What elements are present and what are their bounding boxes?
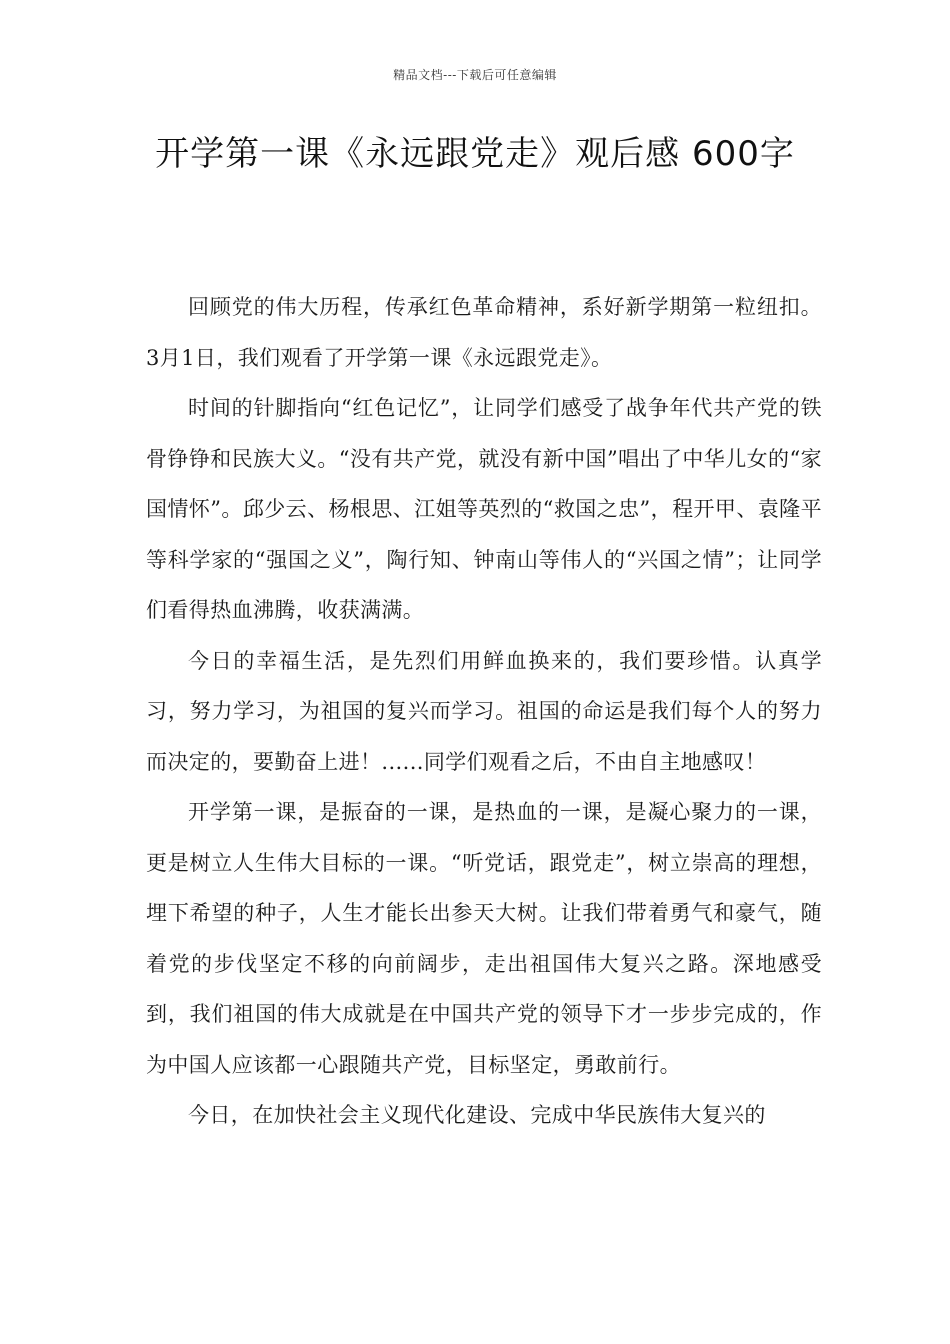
paragraph-1: 回顾党的伟大历程，传承红色革命精神，系好新学期第一粒纽扣。3月1日，我们观看了开学第一课《永远跟党走》。 bbox=[146, 295, 822, 370]
paragraph-5: 今日，在加快社会主义现代化建设、完成中华民族伟大复兴的 bbox=[188, 1103, 766, 1127]
header-note: 精品文档---下载后可任意编辑 bbox=[393, 68, 557, 82]
paragraph-2: 时间的针脚指向“红色记忆”，让同学们感受了战争年代共产党的铁骨铮铮和民族大义。“没有共产党，就没有新中国”唱出了中华儿女的“家国情怀”。邱少云、杨根思、江姐等英烈的“救国之忠”，程开甲、袁隆平等科学家的“强国之义”，陶行知、钟南山等伟人的“兴国之情”；让同学们看得热血沸腾，收获满满。 bbox=[146, 396, 822, 622]
paragraph-3: 今日的幸福生活，是先烈们用鲜血换来的，我们要珍惜。认真学习，努力学习，为祖国的复兴而学习。祖国的命运是我们每个人的努力而决定的，要勤奋上进！......同学们观看之后，不由自主地感叹！ bbox=[146, 648, 822, 774]
paragraph-4: 开学第一课，是振奋的一课，是热血的一课，是凝心聚力的一课，更是树立人生伟大目标的一课。“听党话，跟党走”，树立崇高的理想，埋下希望的种子，人生才能长出参天大树。让我们带着勇气和豪气，随着党的步伐坚定不移的向前阔步，走出祖国伟大复兴之路。深地感受到，我们祖国的伟大成就是在中国共产党的领导下才一步步完成的，作为中国人应该都一心跟随共产党，目标坚定，勇敢前行。 bbox=[146, 800, 822, 1077]
document-body bbox=[146, 282, 822, 1141]
document-title: 开学第一课《永远跟党走》观后感 600字 bbox=[155, 134, 795, 174]
